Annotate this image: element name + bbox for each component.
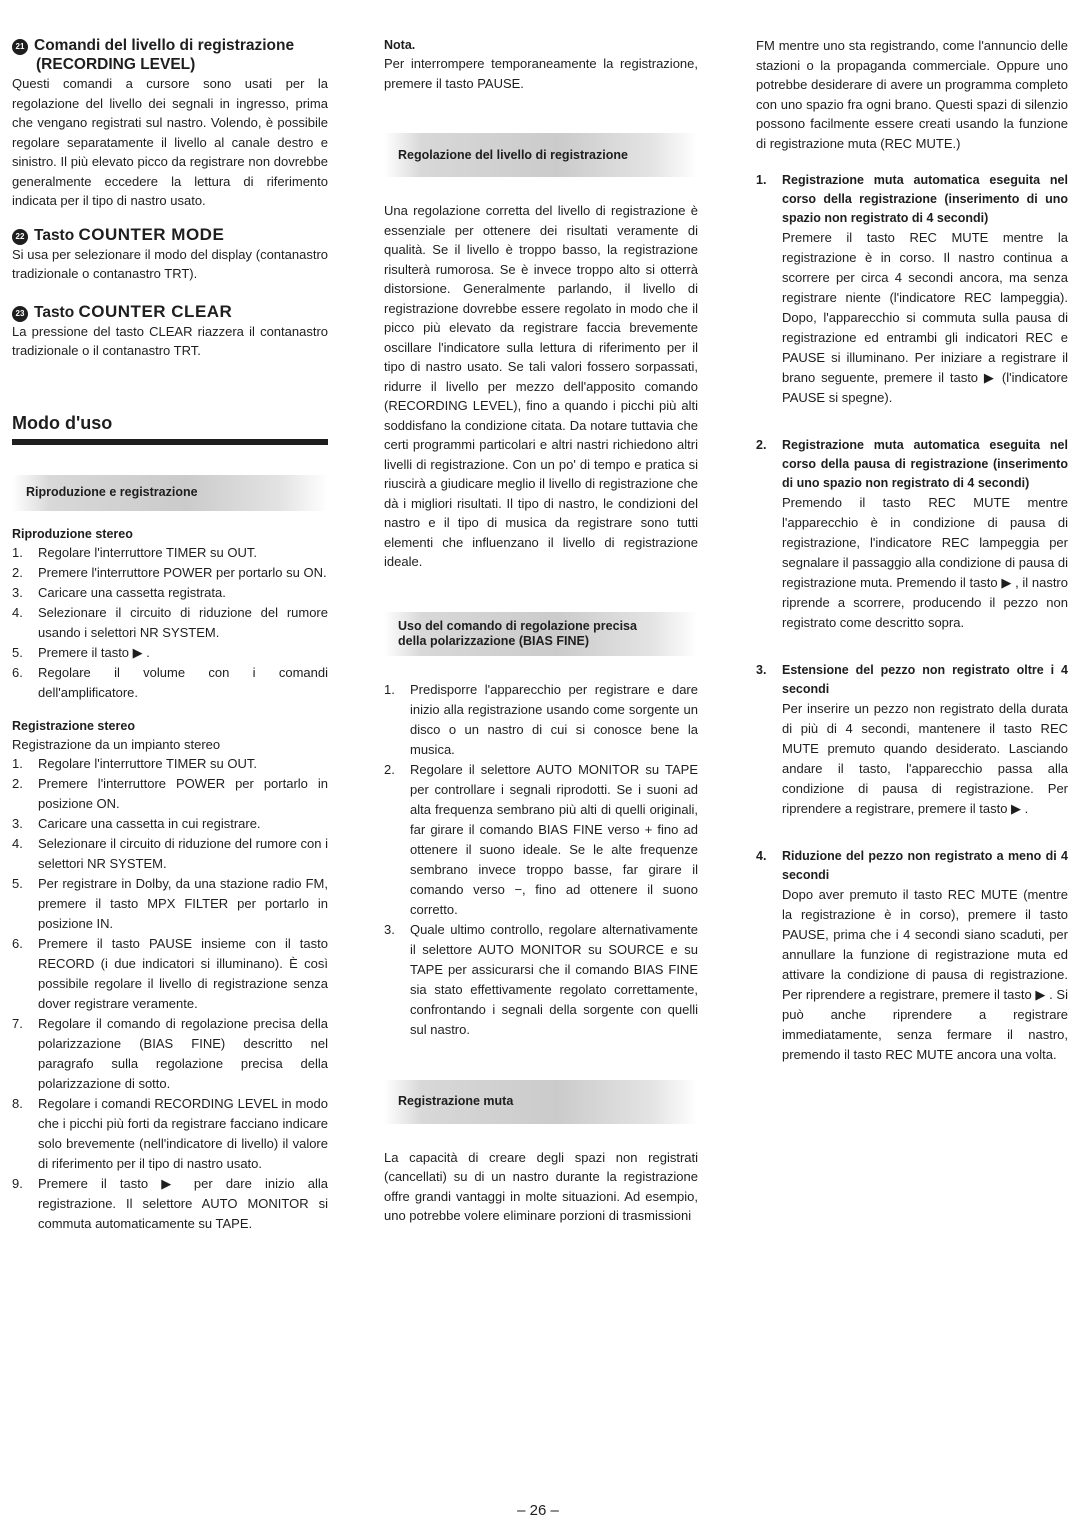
step-text: Premere il tasto PAUSE insieme con il tasto RECORD (i due indicatori si illuminano). È così possibile regolare il livello di registrazione senza dover registrare veramente. bbox=[38, 936, 328, 1011]
counter-mode-text: Si usa per selezionare il modo del display (contanastro tradizionale o contanastro TRT). bbox=[12, 246, 328, 281]
list-item bbox=[12, 583, 328, 603]
step-number: 2. bbox=[384, 761, 395, 777]
column-middle bbox=[384, 36, 698, 1226]
list-item bbox=[756, 661, 1068, 819]
band-bias-fine bbox=[384, 612, 698, 656]
item-text: Dopo aver premuto il tasto REC MUTE (mentre la registrazione è in corso), premere il tasto PAUSE, prima che i 4 secondi siano scaduti, per annullare la funzione di registrazione muta ed attivare la condizione di pausa di registrazione. Per riprendere a registrare, premere il tasto ▶ . Si può anche riprendere a registrare immediatamente, senza fermare il nastro, premendo il tasto REC MUTE ancora una volta. bbox=[782, 887, 1068, 1062]
list-item bbox=[12, 874, 328, 934]
step-number: 2. bbox=[12, 776, 23, 791]
list-item bbox=[756, 847, 1068, 1065]
list-item bbox=[12, 834, 328, 874]
heading-counter-clear: 23 Tasto COUNTER CLEAR bbox=[12, 302, 328, 322]
step-text: Premere l'interruttore POWER per portarlo in posizione ON. bbox=[38, 776, 328, 811]
list-item bbox=[756, 171, 1068, 408]
step-text: Caricare una cassetta in cui registrare. bbox=[38, 816, 261, 831]
registrazione-title: Registrazione stereo bbox=[12, 718, 135, 733]
step-number: 4. bbox=[12, 604, 23, 620]
list-item bbox=[12, 1174, 328, 1234]
heading-counter-mode: 22 Tasto COUNTER MODE bbox=[12, 225, 328, 245]
step-text: Quale ultimo controllo, regolare alternativamente il selettore AUTO MONITOR su SOURCE e su TAPE per assicurarsi che il comando BIAS FINE sia stato effettivamente regolato correttamente, confrontando i segnali della sorgente con quelli sul nastro. bbox=[410, 921, 698, 1037]
band-livello-registrazione: Regolazione del livello di registrazione bbox=[384, 133, 698, 177]
step-text: Regolare il volume con i comandi dell'amplificatore. bbox=[38, 664, 328, 700]
heading-recording-level: 21 Comandi del livello di registrazione (RECORDING LEVEL) bbox=[12, 36, 328, 74]
step-number: 3. bbox=[756, 663, 767, 677]
step-text: Premere il tasto ▶ . bbox=[38, 644, 150, 660]
nota-title: Nota. bbox=[384, 38, 416, 52]
livello-registrazione-text: Una regolazione corretta del livello di registrazione è essenziale per ottenere dei risultati veramente di qualità. Se il livello è troppo basso, la registrazione risulterà rumorosa. Se è invece troppo alto si otterrà distorsione. Generalmente parlando, il livello di registrazione dovrebbe essere regolato in modo che il picco più elevato da registrare faccia brevemente oscillare l'indicatore sulla lettura di riferimento per il tipo di nastro usato. Se tali valori fossero sorpassati, ridurre il livello per mezzo dell'apposito comando (RECORDING LEVEL), fino a quando i picchi più alti soddisfano la condizione citata. Da notare tuttavia che certi programmi particolari e altri nastri richiedono altri livelli di registrazione. Con un po' di tempo e pratica si riuscirà a giudicare meglio il livello di registrazione che dà i migliori risultati. Il tipo di nastro, le condizioni del nastro e il tipo di musica da registrare sono tutti elementi che influenzano il livello di registrazione ideale. bbox=[384, 203, 698, 569]
list-item bbox=[12, 774, 328, 814]
riproduzione-steps bbox=[12, 543, 328, 703]
band-riproduzione-registrazione: Riproduzione e registrazione bbox=[12, 475, 328, 511]
recording-level-text: Questi comandi a cursore sono usati per la regolazione del livello dei segnali in ingresso, prima che vengano registrati sul nastro. Volendo, è possibile regolare separatamente il livello al canale destro e sinistro. Il più elevato picco da registrare non dovrebbe generalmente eccedere la lettura di riferimento indicata per il tipo di nastro usato. bbox=[12, 76, 328, 208]
step-number: 7. bbox=[12, 1016, 23, 1031]
list-item bbox=[12, 563, 328, 583]
step-number: 3. bbox=[12, 816, 23, 831]
item-heading: Estensione del pezzo non registrato oltre i 4 secondi bbox=[782, 663, 1068, 696]
step-text: Caricare una cassetta registrata. bbox=[38, 584, 226, 600]
step-number: 5. bbox=[12, 644, 23, 660]
step-number: 1. bbox=[384, 681, 395, 697]
step-number: 2. bbox=[12, 564, 23, 580]
step-number: 1. bbox=[12, 544, 23, 560]
step-number: 1. bbox=[756, 173, 767, 187]
list-item bbox=[12, 1014, 328, 1094]
step-text: Predisporre l'apparecchio per registrare e dare inizio alla registrazione usando come sorgente un disco o un nastro di cui si conosce bene la musica. bbox=[410, 681, 698, 757]
item-text: Premere il tasto REC MUTE mentre la registrazione è in corso. Il nastro continua a scorrere per circa 4 secondi ancora, ma senza registrare niente (l'indicatore REC lampeggia). Dopo, l'apparecchio si commuta sulla pausa di registrazione ed entrambi gli indicatori REC e PAUSE si illuminano. Per iniziare a registrare il brano seguente, premere il tasto ▶ (l'indicatore PAUSE si spegne). bbox=[782, 230, 1068, 405]
circled-number: 23 bbox=[12, 306, 28, 322]
band-registrazione-muta: Registrazione muta bbox=[384, 1080, 698, 1124]
riproduzione-title: Riproduzione stereo bbox=[12, 526, 133, 541]
list-item bbox=[12, 643, 328, 663]
bias-fine-steps bbox=[384, 680, 698, 1040]
page-number: – 26 – bbox=[517, 1502, 559, 1519]
step-number: 8. bbox=[12, 1096, 23, 1111]
step-number: 3. bbox=[12, 584, 23, 600]
registrazione-muta-text: La capacità di creare degli spazi non registrati (cancellati) su di un nastro durante la registrazione offre grandi vantaggi in molte situazioni. Ad esempio, uno potrebbe volere eliminare porzioni di trasmissioni bbox=[384, 1149, 698, 1223]
circled-number: 21 bbox=[12, 39, 28, 55]
section-title-modo-uso: Modo d'uso bbox=[12, 412, 113, 433]
step-number: 1. bbox=[12, 756, 23, 771]
registrazione-intro: Registrazione da un impianto stereo bbox=[12, 736, 221, 752]
step-text: Regolare il comando di regolazione precisa della polarizzazione (BIAS FINE) descritto nel paragrafo sulla regolazione precisa della polarizzazione di sotto. bbox=[38, 1016, 328, 1091]
column-right bbox=[756, 36, 1068, 1065]
step-text: Premere l'interruttore POWER per portarlo su ON. bbox=[38, 564, 327, 580]
list-item bbox=[756, 436, 1068, 633]
step-number: 2. bbox=[756, 438, 767, 452]
nota-text: Per interrompere temporaneamente la registrazione, premere il tasto PAUSE. bbox=[384, 56, 698, 91]
list-item bbox=[12, 1094, 328, 1174]
step-text: Regolare il selettore AUTO MONITOR su TAPE per controllare i segnali riprodotti. Se i suoni ad alta frequenza sembrano più alti di quelli originali, far girare il comando BIAS FINE verso + fino ad ottenere il suono ideale. Se le alte frequenze sembrano invece troppo basse, far girare il comando verso −, fino ad ottenere il suono corretto. bbox=[410, 761, 698, 917]
item-heading: Registrazione muta automatica eseguita nel corso della pausa di registrazione (inserimento di uno spazio non registrato di 4 secondi) bbox=[782, 438, 1068, 490]
step-number: 6. bbox=[12, 664, 23, 680]
list-item bbox=[12, 814, 328, 834]
list-item bbox=[12, 934, 328, 1014]
step-text: Per registrare in Dolby, da una stazione radio FM, premere il tasto MPX FILTER per portarlo in posizione IN. bbox=[38, 876, 328, 931]
step-text: Regolare i comandi RECORDING LEVEL in modo che i picchi più forti da registrare facciano indicare solo brevemente (nell'indicatore di livello) il valore di riferimento per il tipo di nastro usato. bbox=[38, 1096, 328, 1171]
list-item bbox=[12, 603, 328, 643]
list-item bbox=[384, 760, 698, 920]
list-item bbox=[12, 754, 328, 774]
rec-mute-items bbox=[756, 171, 1068, 1065]
step-text: Selezionare il circuito di riduzione del rumore usando i selettori NR SYSTEM. bbox=[38, 604, 328, 640]
step-number: 6. bbox=[12, 936, 23, 951]
registrazione-steps bbox=[12, 754, 328, 1234]
band-bias-line2: della polarizzazione (BIAS FINE) bbox=[398, 633, 589, 648]
circled-number: 22 bbox=[12, 229, 28, 245]
step-number: 5. bbox=[12, 876, 23, 891]
step-text: Premere il tasto ▶ per dare inizio alla registrazione. Il selettore AUTO MONITOR si commuta automaticamente su TAPE. bbox=[38, 1176, 328, 1231]
item-heading: Riduzione del pezzo non registrato a meno di 4 secondi bbox=[782, 849, 1068, 882]
step-number: 4. bbox=[756, 849, 767, 863]
step-number: 9. bbox=[12, 1176, 23, 1191]
step-text: Selezionare il circuito di riduzione del rumore con i selettori NR SYSTEM. bbox=[38, 836, 328, 871]
item-text: Per inserire un pezzo non registrato della durata di più di 4 secondi, mantenere il tasto REC MUTE premuto quando desiderato. Lasciando andare il tasto, l'apparecchio passa alla condizione di pausa di registrazione. Per riprendere a registrare, premere il tasto ▶ . bbox=[782, 701, 1068, 816]
list-item bbox=[384, 680, 698, 760]
rec-mute-intro-text: FM mentre uno sta registrando, come l'annuncio delle stazioni o la propaganda commerciale. Oppure uno potrebbe desiderare di avere un programma completo con uno spazio fra ogni brano. Questi spazi di silenzio possono facilmente essere creati usando la funzione di registrazione muta (REC MUTE.) bbox=[756, 38, 1068, 151]
band-bias-line1: Uso del comando di regolazione precisa bbox=[398, 618, 637, 633]
list-item bbox=[384, 920, 698, 1040]
counter-clear-text: La pressione del tasto CLEAR riazzera il contanastro tradizionale o il contanastro TRT. bbox=[12, 323, 328, 358]
column-left bbox=[12, 36, 328, 1234]
step-number: 4. bbox=[12, 836, 23, 851]
item-text: Premendo il tasto REC MUTE mentre l'apparecchio è in condizione di pausa di registrazione, l'indicatore REC lampeggia per segnalare il passaggio alla condizione di pausa di registrazione muta. Premendo il tasto ▶ , il nastro riprende a scorrere, producendo il pezzo non registrato come descritto sopra. bbox=[782, 495, 1068, 630]
step-text: Regolare l'interruttore TIMER su OUT. bbox=[38, 544, 257, 560]
step-text: Regolare l'interruttore TIMER su OUT. bbox=[38, 756, 257, 771]
step-number: 3. bbox=[384, 921, 395, 937]
item-heading: Registrazione muta automatica eseguita nel corso della registrazione (inserimento di uno spazio non registrato di 4 secondi) bbox=[782, 173, 1068, 225]
list-item bbox=[12, 543, 328, 563]
list-item bbox=[12, 663, 328, 703]
